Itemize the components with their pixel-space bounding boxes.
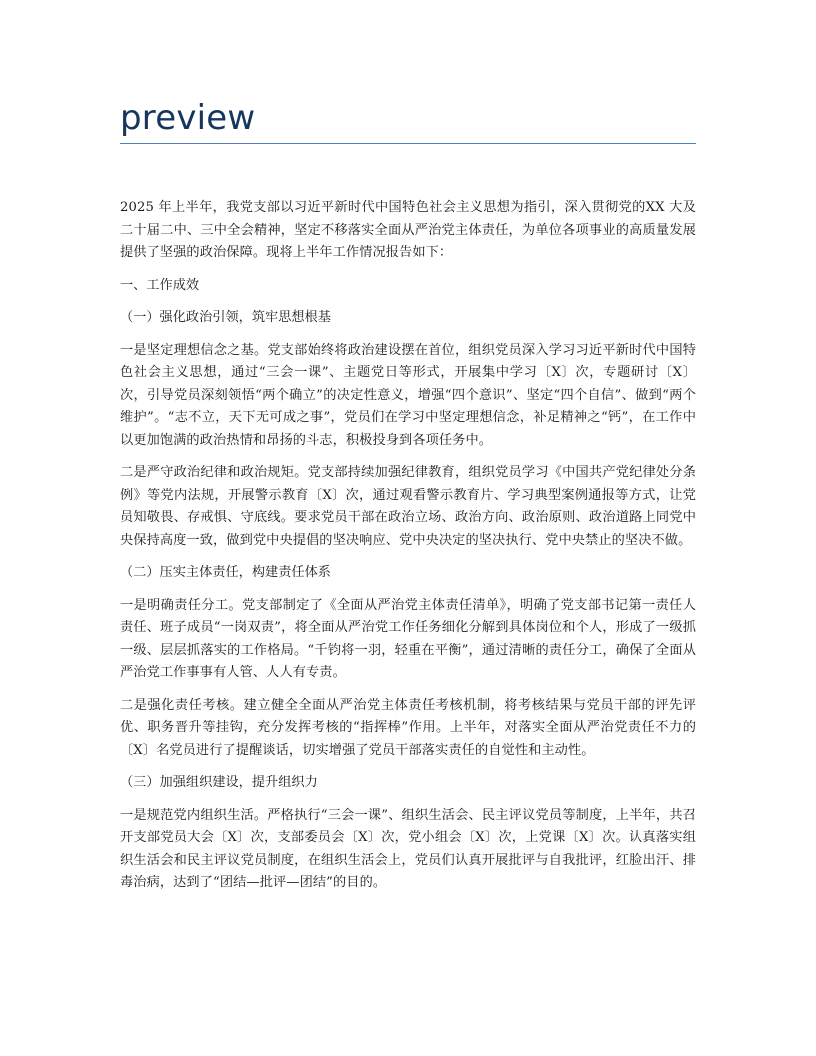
intro-paragraph: 2025 年上半年，我党支部以习近平新时代中国特色社会主义思想为指引，深入贯彻党的XX 大及二十届二中、三中全会精神，坚定不移落实全面从严治党主体责任，为单位各项事业的高质量发展提供了坚强的政治保障。现将上半年工作情况报告如下：: [120, 200, 696, 260]
document-body: [120, 197, 696, 905]
body-paragraph: 一是明确责任分工。党支部制定了《全面从严治党主体责任清单》，明确了党支部书记第一责任人责任、班子成员“一岗双责”，将全面从严治党工作任务细化分解到具体岗位和个人，形成了一级抓一级、层层抓落实的工作格局。“千钧将一羽，轻重在平衡”，通过清晰的责任分工，确保了全面从严治党工作事事有人管、人人有专责。: [120, 597, 696, 680]
body-paragraph: 二是严守政治纪律和政治规矩。党支部持续加强纪律教育，组织党员学习《中国共产党纪律处分条例》等党内法规，开展警示教育〔X〕次，通过观看警示教育片、学习典型案例通报等方式，让党员知敬畏、存戒惧、守底线。要求党员干部在政治立场、政治方向、政治原则、政治道路上同党中央保持高度一致，做到党中央提倡的坚决响应、党中央决定的坚决执行、党中央禁止的坚决不做。: [120, 465, 696, 548]
subsection-heading: （三）加强组织建设，提升组织力: [120, 775, 318, 790]
body-paragraph: 一是规范党内组织生活。严格执行“三会一课”、组织生活会、民主评议党员等制度，上半年，共召开支部党员大会〔X〕次，支部委员会〔X〕次，党小组会〔X〕次，上党课〔X〕次。认真落实组织生活会和民主评议党员制度，在组织生活会上，党员们认真开展批评与自我批评，红脸出汗、排毒治病，达到了“团结—批评—团结”的目的。: [120, 807, 696, 890]
subsection-heading: （一）强化政治引领，筑牢思想根基: [120, 310, 331, 325]
section-heading: 一、工作成效: [120, 277, 200, 293]
body-paragraph: 二是强化责任考核。建立健全全面从严治党主体责任考核机制，将考核结果与党员干部的评先评优、职务晋升等挂钩，充分发挥考核的“指挥棒”作用。上半年，对落实全面从严治党责任不力的〔X〕名党员进行了提醒谈话，切实增强了党员干部落实责任的自觉性和主动性。: [120, 697, 696, 758]
document-title: preview: [120, 98, 256, 138]
body-paragraph: 一是坚定理想信念之基。党支部始终将政治建设摆在首位，组织党员深入学习习近平新时代中国特色社会主义思想，通过“三会一课”、主题党日等形式，开展集中学习〔X〕次，专题研讨〔X〕次，引导党员深刻领悟“两个确立”的决定性意义，增强“四个意识”、坚定“四个自信”、做到“两个维护”。“志不立，天下无可成之事”，党员们在学习中坚定理想信念，补足精神之“钙”，在工作中以更加饱满的政治热情和昂扬的斗志，积极投身到各项任务中。: [120, 342, 696, 448]
subsection-heading: （二）压实主体责任，构建责任体系: [120, 565, 331, 580]
title-divider: [120, 143, 696, 144]
